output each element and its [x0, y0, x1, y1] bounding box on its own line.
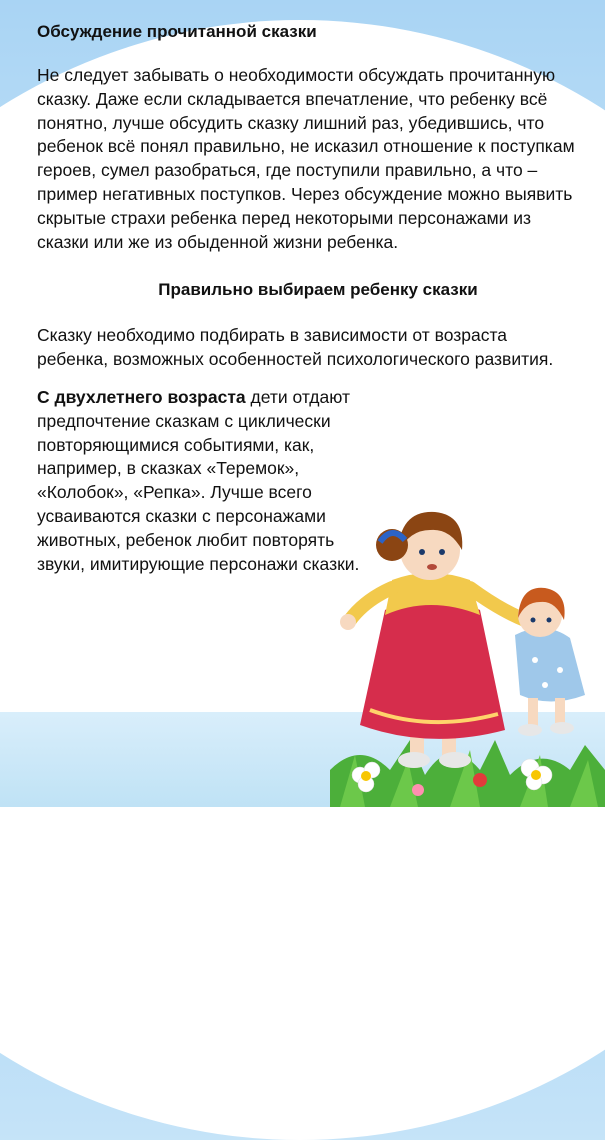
paragraph-age	[37, 386, 362, 576]
age-text: дети отдают предпочтение сказкам с циклически повторяющимися событиями, как, например, в сказках «Теремок», «Колобок», «Репка». Лучше всего усваиваются сказки с персонажами животных, ребенок любит повторять звуки, имитирующие персонажи сказки.	[37, 386, 360, 574]
section-title-choosing: Правильно выбираем ребенку сказки	[158, 280, 478, 300]
section-title-discussion: Обсуждение прочитанной сказки	[37, 22, 317, 41]
age-lead: С двухлетнего возраста	[37, 386, 246, 407]
small-girl-dress	[515, 628, 585, 701]
paragraph-choosing: Сказку необходимо подбирать в зависимости от возраста ребенка, возможных особенностей психологического развития.	[37, 325, 554, 370]
paragraph-discussion: Не следует забывать о необходимости обсуждать прочитанную сказку. Даже если складывается впечатление, что ребенку всё понятно, лучше обсудить сказку лишний раз, убедившись, что ребенок всё понял правильно, не исказил отношение к поступкам героев, сумел разобраться, где поступили правильно, а что – пример негативных поступков. Через обсуждение можно выявить скрытые страхи ребенка перед некоторыми персонажами из сказки или же из обыденной жизни ребенка.	[37, 65, 575, 252]
fairy-tale-girls-illustration	[330, 470, 605, 807]
